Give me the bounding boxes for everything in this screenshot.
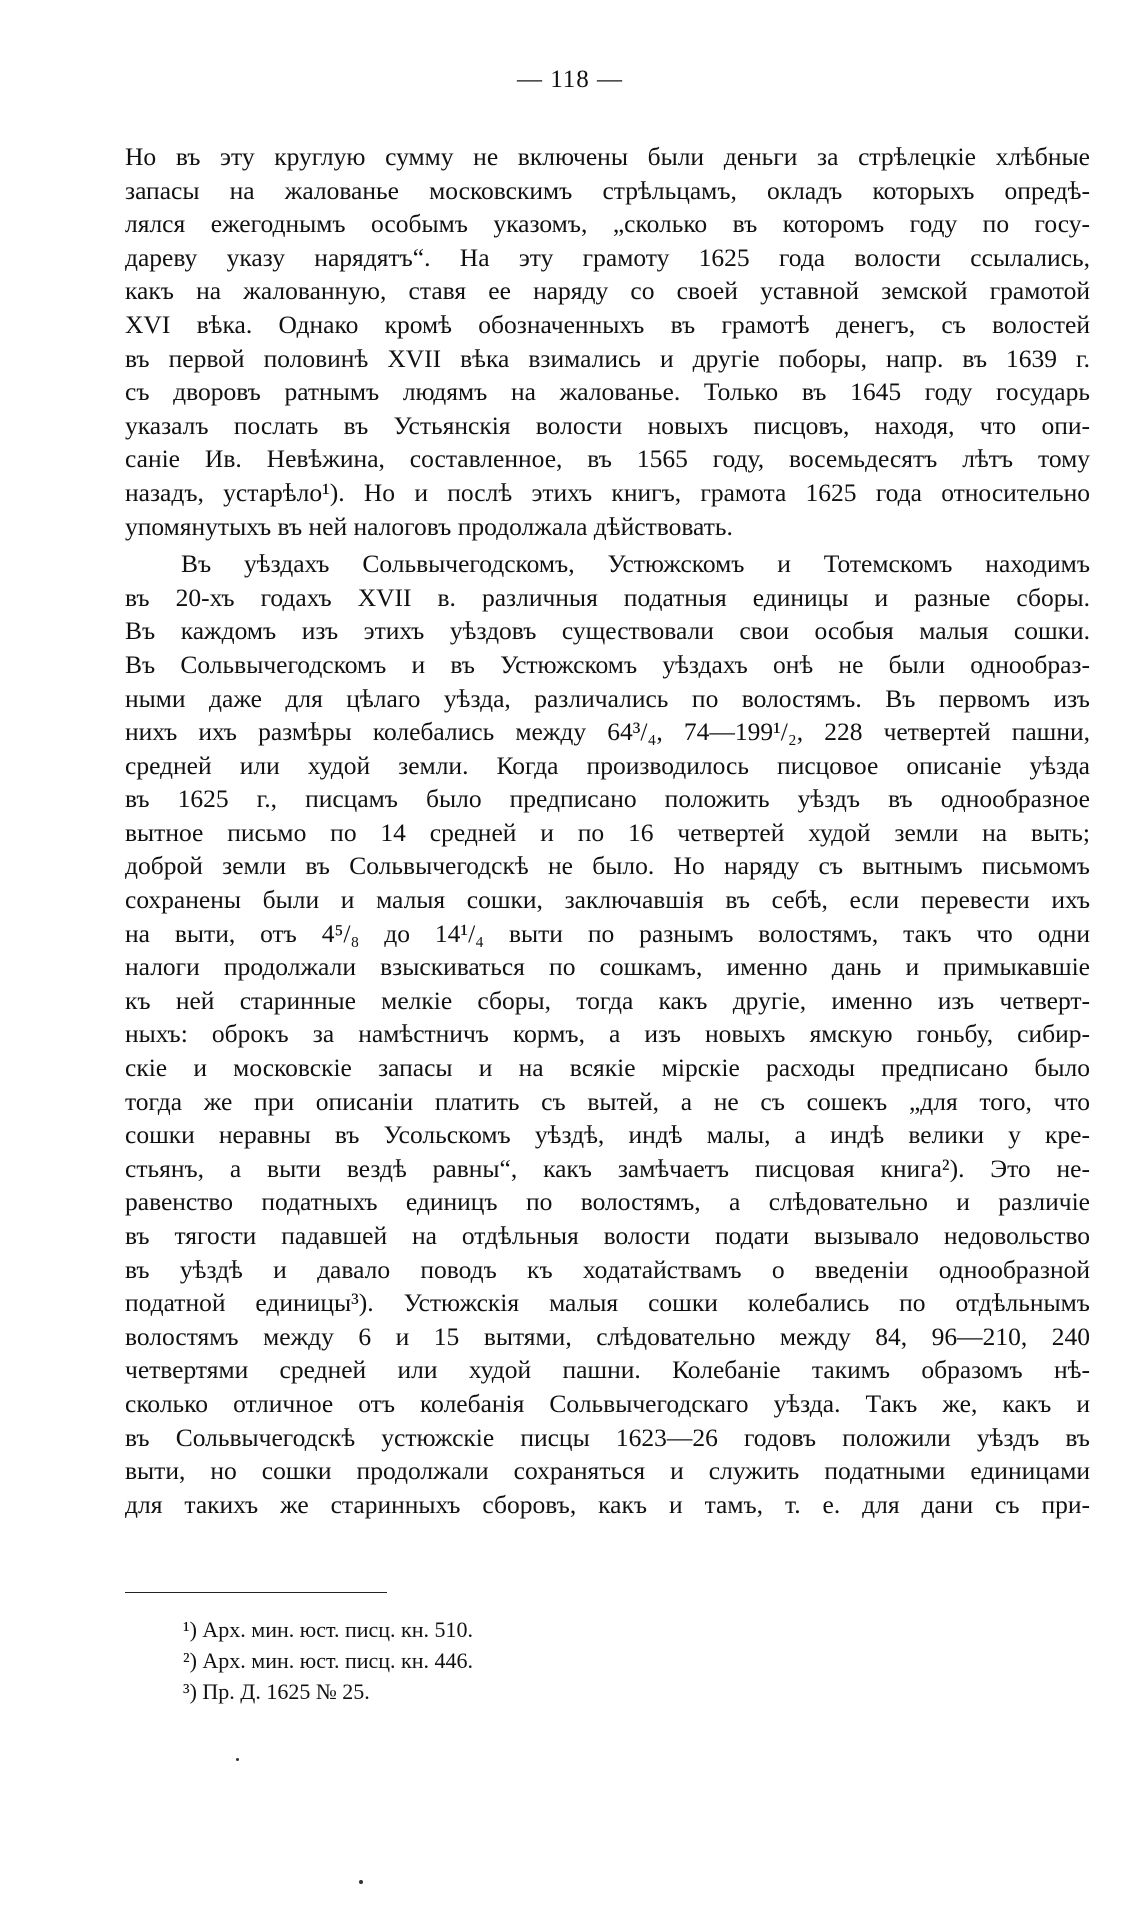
- text-line: какъ на жалованную, ставя ее наряду со своей уставной земской грамотой: [125, 276, 1090, 306]
- text-line: Въ уѣздахъ Сольвычегодскомъ, Устюжскомъ и Тотемскомъ находимъ: [181, 549, 1090, 579]
- text-line: въ Сольвычегодскѣ устюжскіе писцы 1623—26 годовъ положили уѣздъ въ: [125, 1422, 1090, 1452]
- text-line: въ 1625 г., писцамъ было предписано положить уѣздъ въ однообразное: [125, 784, 1090, 814]
- text-line: четвертями средней или худой пашни. Колебаніе такимъ образомъ нѣ-: [125, 1355, 1090, 1385]
- text-line: въ тягости падавшей на отдѣльныя волости подати вызывало недовольство: [125, 1221, 1090, 1250]
- footnote-text: Арх. мин. юст. писц. кн. 446.: [202, 1648, 473, 1673]
- scan-speck: [359, 1880, 363, 1884]
- page-number: — 118 —: [516, 66, 624, 93]
- text-line: сколько отличное отъ колебанія Сольвычегодскаго уѣзда. Такъ же, какъ и: [125, 1388, 1090, 1418]
- text-line: запасы на жалованье московскимъ стрѣльцамъ, окладъ которыхъ опредѣ-: [125, 175, 1090, 205]
- text-line: упомянутыхъ въ ней налоговъ продолжала дѣйствовать.: [125, 511, 733, 541]
- text-line: тогда же при описаніи платить съ вытей, а не съ сошекъ „для того, что: [125, 1086, 1090, 1116]
- text-line: равенство податныхъ единицъ по волостямъ, а слѣдовательно и различіе: [125, 1187, 1090, 1217]
- text-line: ныхъ: оброкъ за намѣстничъ кормъ, а изъ новыхъ ямскую гоньбу, сибир-: [125, 1019, 1090, 1049]
- footnote: [183, 1614, 883, 1645]
- text-line: податной единицы³). Устюжскія малыя сошки колебались по отдѣльнымъ: [125, 1288, 1090, 1318]
- text-line: сохранены были и малыя сошки, заключавшія въ себѣ, если перевести ихъ: [125, 885, 1090, 915]
- text-line: Въ каждомъ изъ этихъ уѣздовъ существовали свои особыя малыя сошки.: [125, 616, 1090, 646]
- text-line: выти, но сошки продолжали сохраняться и служить податными единицами: [125, 1456, 1090, 1486]
- text-line: дареву указу нарядятъ“. На эту грамоту 1625 года волости ссылались,: [125, 242, 1090, 272]
- footnote-mark: ¹): [183, 1617, 197, 1642]
- text-line: стьянъ, а выти вездѣ равны“, какъ замѣчаетъ писцовая книга²). Это не-: [125, 1153, 1090, 1183]
- text-line: нихъ ихъ размѣры колебались между 64³/₄, 74—199¹/₂, 228 четвертей пашни,: [125, 717, 1090, 747]
- text-line: сошки неравны въ Усольскомъ уѣздѣ, индѣ малы, а индѣ велики у кре-: [125, 1120, 1090, 1150]
- footnote-text: Арх. мин. юст. писц. кн. 510.: [202, 1617, 473, 1642]
- text-line: въ уѣздѣ и давало поводъ къ ходатайствамъ о введеніи однообразной: [125, 1254, 1090, 1284]
- text-line: Въ Сольвычегодскомъ и въ Устюжскомъ уѣздахъ онѣ не были однообраз-: [125, 649, 1090, 679]
- text-line: въ первой половинѣ XVII вѣка взимались и другіе поборы, напр. въ 1639 г.: [125, 343, 1090, 373]
- text-line: доброй земли въ Сольвычегодскѣ не было. Но наряду съ вытнымъ письмомъ: [125, 851, 1090, 881]
- text-line: указалъ послать въ Устьянскія волости новыхъ писцовъ, находя, что опи-: [125, 410, 1090, 440]
- text-line: ными даже для цѣлаго уѣзда, различались по волостямъ. Въ первомъ изъ: [125, 683, 1090, 713]
- scan-speck: [236, 1758, 239, 1761]
- footnote: [183, 1645, 883, 1676]
- footnote-mark: ³): [183, 1679, 197, 1704]
- text-line: на выти, отъ 4⁵/₈ до 14¹/₄ выти по разнымъ волостямъ, такъ что одни: [125, 918, 1090, 948]
- text-line: налоги продолжали взыскиваться по сошкамъ, именно дань и примыкавшіе: [125, 952, 1090, 982]
- text-line: вытное письмо по 14 средней и по 16 четвертей худой земли на выть;: [125, 817, 1090, 847]
- text-line: Но въ эту круглую сумму не включены были деньги за стрѣлецкіе хлѣбные: [125, 142, 1090, 171]
- footnote-separator: [125, 1592, 387, 1593]
- text-line: XVI вѣка. Однако кромѣ обозначенныхъ въ грамотѣ денегъ, съ волостей: [125, 309, 1090, 339]
- text-line: скіе и московскіе запасы и на всякіе мірскіе расходы предписано было: [125, 1053, 1090, 1083]
- text-line: волостямъ между 6 и 15 вытями, слѣдовательно между 84, 96—210, 240: [125, 1321, 1090, 1351]
- text-line: саніе Ив. Невѣжина, составленное, въ 1565 году, восемьдесятъ лѣтъ тому: [125, 444, 1090, 474]
- paragraph-2: [125, 547, 1090, 1521]
- text-line: въ 20-хъ годахъ XVII в. различныя податныя единицы и разные сборы.: [125, 582, 1090, 612]
- footnote-mark: ²): [183, 1648, 197, 1673]
- text-line: лялся ежегоднымъ особымъ указомъ, „сколько въ которомъ году по госу-: [125, 209, 1090, 239]
- text-line: съ дворовъ ратнымъ людямъ на жалованье. Только въ 1645 году государь: [125, 377, 1090, 407]
- paragraph-1: [125, 140, 1090, 543]
- text-line: средней или худой земли. Когда производилось писцовое описаніе уѣзда: [125, 750, 1090, 780]
- text-line: для такихъ же старинныхъ сборовъ, какъ и тамъ, т. е. для дани съ при-: [125, 1489, 1090, 1519]
- text-line: къ ней старинные мелкіе сборы, тогда какъ другіе, именно изъ четверт-: [125, 985, 1090, 1015]
- footnotes: [183, 1614, 883, 1707]
- main-text: [125, 140, 1090, 1521]
- text-line: назадъ, устарѣло¹). Но и послѣ этихъ книгъ, грамота 1625 года относительно: [125, 477, 1090, 507]
- footnote-text: Пр. Д. 1625 № 25.: [202, 1679, 370, 1704]
- footnote: [183, 1676, 883, 1707]
